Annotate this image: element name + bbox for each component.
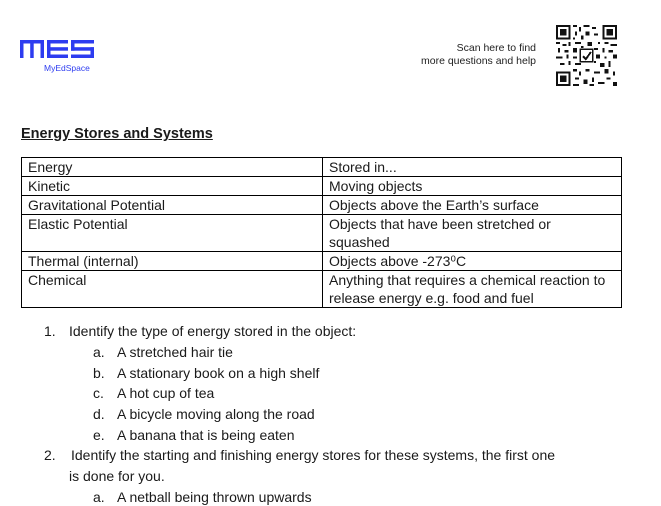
table-row: [22, 196, 622, 215]
question-number: 1.: [44, 323, 56, 339]
mes-logo: [20, 38, 96, 73]
table-cell: Moving objects: [323, 177, 622, 196]
scan-instructions: [421, 42, 536, 68]
part-label: c.: [93, 385, 104, 401]
part-text: A hot cup of tea: [117, 385, 215, 401]
logo-subtitle: MyEdSpace: [44, 63, 90, 73]
question-text-line-1: Identify the starting and finishing energy stores for these systems, the first one: [71, 447, 556, 463]
part-label: a.: [93, 489, 105, 505]
mes-logo-mark: [20, 38, 96, 60]
part-text: A bicycle moving along the road: [117, 406, 315, 422]
table-cell: Thermal (internal): [22, 252, 323, 271]
table-cell: Objects above -273⁰C: [323, 252, 622, 271]
part-text: A netball being thrown upwards: [117, 489, 312, 505]
list-item: [93, 384, 215, 402]
qr-code-icon[interactable]: [556, 25, 617, 86]
part-label: a.: [93, 344, 105, 360]
table-row: [22, 177, 622, 196]
part-label: d.: [93, 406, 105, 422]
table-cell: Anything that requires a chemical reaction to release energy e.g. food and fuel: [323, 271, 622, 308]
part-text: A stretched hair tie: [117, 344, 233, 360]
table-cell: Chemical: [22, 271, 323, 308]
question-number: 2.: [44, 447, 56, 463]
page-title: Energy Stores and Systems: [21, 126, 213, 142]
list-item: [93, 364, 320, 382]
part-label: b.: [93, 365, 105, 381]
table-header-cell: Stored in...: [323, 158, 622, 177]
table-row: [22, 215, 622, 252]
table-cell: Objects above the Earth’s surface: [323, 196, 622, 215]
table-cell: Objects that have been stretched or squashed: [323, 215, 622, 252]
list-item: [93, 426, 295, 444]
table-cell: Gravitational Potential: [22, 196, 323, 215]
table-header-cell: Energy: [22, 158, 323, 177]
question-text-line-2: is done for you.: [69, 468, 165, 484]
table-cell: Kinetic: [22, 177, 323, 196]
list-item: [93, 488, 312, 506]
table-row: [22, 252, 622, 271]
list-item: [93, 343, 233, 361]
scan-line-2: more questions and help: [421, 55, 536, 67]
table-row: [22, 271, 622, 308]
table-cell: Elastic Potential: [22, 215, 323, 252]
list-item: [93, 405, 315, 423]
part-text: A stationary book on a high shelf: [117, 365, 320, 381]
part-text: A banana that is being eaten: [117, 427, 295, 443]
part-label: e.: [93, 427, 105, 443]
question-text: Identify the type of energy stored in the object:: [69, 323, 357, 339]
scan-line-1: Scan here to find: [456, 42, 536, 54]
energy-stores-table: [21, 157, 622, 308]
table-header-row: [22, 158, 622, 177]
